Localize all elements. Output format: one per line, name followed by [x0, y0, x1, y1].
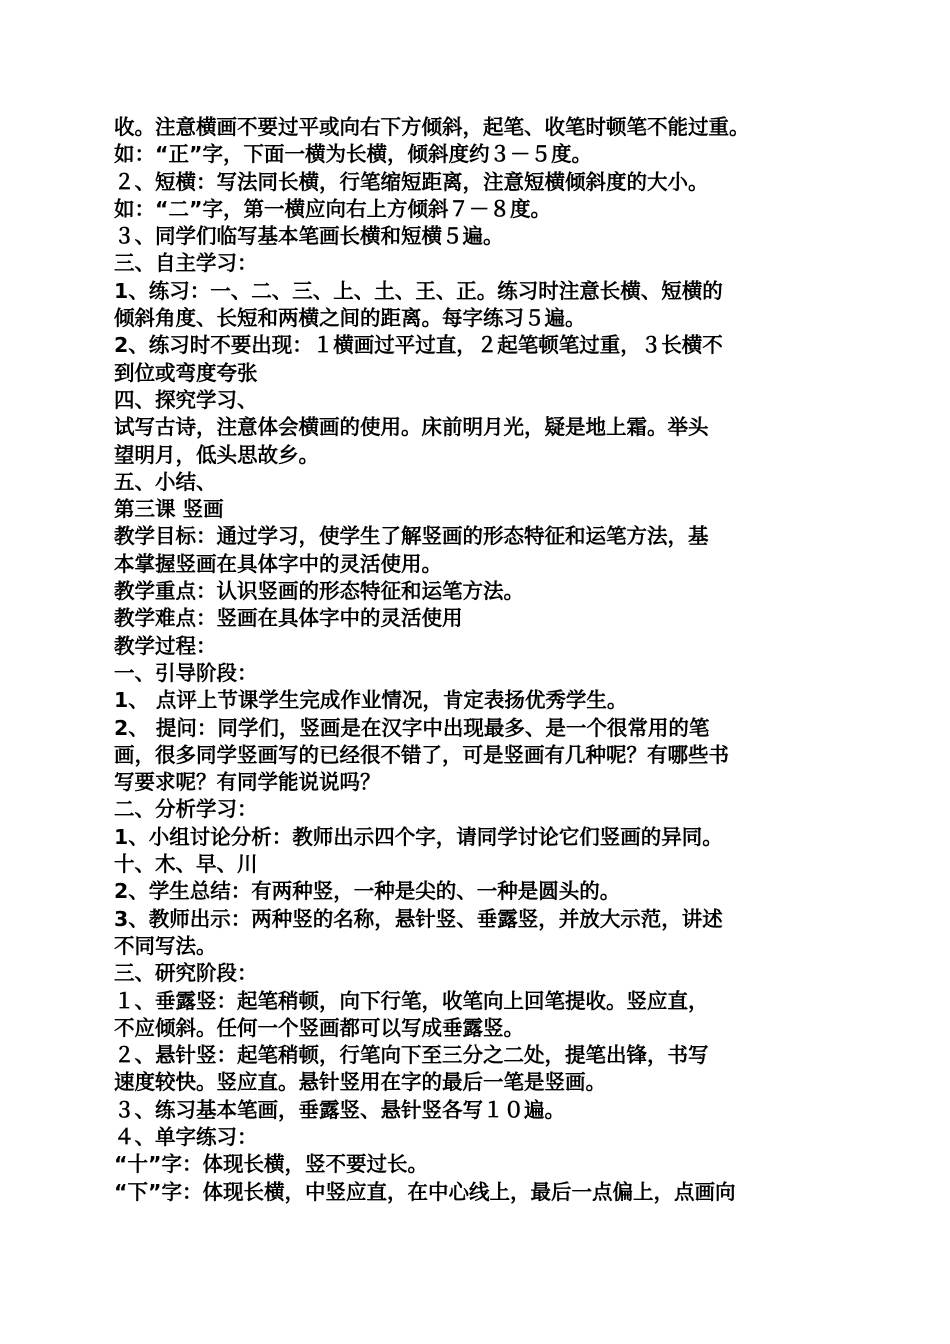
text-line: １、垂露竖：起笔稍顿，向下行笔，收笔向上回笔提收。竖应直， [114, 988, 709, 1013]
section-heading: 五、小结、 [114, 469, 217, 494]
text-line: 本掌握竖画在具体字中的灵活使用。 [114, 551, 442, 576]
text-line: 1、小组讨论分析：教师出示四个字，请同学讨论它们竖画的异同。 [114, 824, 723, 849]
text-line: 到位或弯度夸张 [114, 360, 258, 385]
text-line: 教学重点：认识竖画的形态特征和运笔方法。 [114, 579, 524, 604]
text-line: 2、练习时不要出现：１横画过平过直，２起笔顿笔过重，３长横不 [114, 333, 723, 358]
text-line: ４、单字练习： [114, 1124, 258, 1149]
text-line: 3、教师出示：两种竖的名称，悬针竖、垂露竖，并放大示范，讲述 [114, 906, 723, 931]
text-line: 2、 提问：同学们，竖画是在汉字中出现最多、是一个很常用的笔 [114, 715, 710, 740]
section-heading: 一、引导阶段： [114, 660, 258, 685]
text-line: 教学难点：竖画在具体字中的灵活使用 [114, 606, 463, 631]
text-line: 十、木、早、川 [114, 852, 258, 877]
section-heading: 三、研究阶段： [114, 961, 258, 986]
text-line: 不应倾斜。任何一个竖画都可以写成垂露竖。 [114, 1015, 524, 1040]
text-line: 1、 点评上节课学生完成作业情况，肯定表扬优秀学生。 [114, 688, 628, 713]
text-line: 不同写法。 [114, 933, 217, 958]
text-line: 画，很多同学竖画写的已经很不错了，可是竖画有几种呢？有哪些书 [114, 742, 729, 767]
text-line: 如：“二”字，第一横应向右上方倾斜７－８度。 [114, 196, 551, 221]
text-line: “十”字：体现长横，竖不要过长。 [114, 1152, 428, 1177]
text-line: ２、短横：写法同长横，行笔缩短距离，注意短横倾斜度的大小。 [114, 169, 709, 194]
text-line: 教学过程： [114, 633, 217, 658]
section-heading: 二、分析学习： [114, 797, 258, 822]
text-line: “下”字：体现长横，中竖应直，在中心线上，最后一点偏上，点画向 [114, 1179, 736, 1204]
text-line: ３、练习基本笔画，垂露竖、悬针竖各写１０遍。 [114, 1097, 565, 1122]
text-line: 1、练习：一、二、三、上、土、王、正。练习时注意长横、短横的 [114, 278, 723, 303]
text-line: 望明月，低头思故乡。 [114, 442, 319, 467]
lesson-title: 第三课 竖画 [114, 497, 224, 522]
section-heading: 三、自主学习： [114, 251, 258, 276]
text-line: 倾斜角度、长短和两横之间的距离。每字练习５遍。 [114, 306, 586, 331]
text-line: 写要求呢？有同学能说说吗？ [114, 770, 381, 795]
text-line: 试写古诗，注意体会横画的使用。床前明月光，疑是地上霜。举头 [114, 415, 709, 440]
text-line: 速度较快。竖应直。悬针竖用在字的最后一笔是竖画。 [114, 1070, 606, 1095]
text-line: ２、悬针竖：起笔稍顿，行笔向下至三分之二处，提笔出锋，书写 [114, 1043, 709, 1068]
document-body [114, 114, 844, 1206]
text-line: 如：“正”字，下面一横为长横，倾斜度约３－５度。 [114, 142, 592, 167]
section-heading: 四、探究学习、 [114, 387, 258, 412]
text-line: 2、学生总结：有两种竖，一种是尖的、一种是圆头的。 [114, 879, 621, 904]
text-line: ３、同学们临写基本笔画长横和短横５遍。 [114, 224, 504, 249]
text-line: 教学目标：通过学习，使学生了解竖画的形态特征和运笔方法，基 [114, 524, 709, 549]
text-line: 收。注意横画不要过平或向右下方倾斜，起笔、收笔时顿笔不能过重。 [114, 115, 750, 139]
